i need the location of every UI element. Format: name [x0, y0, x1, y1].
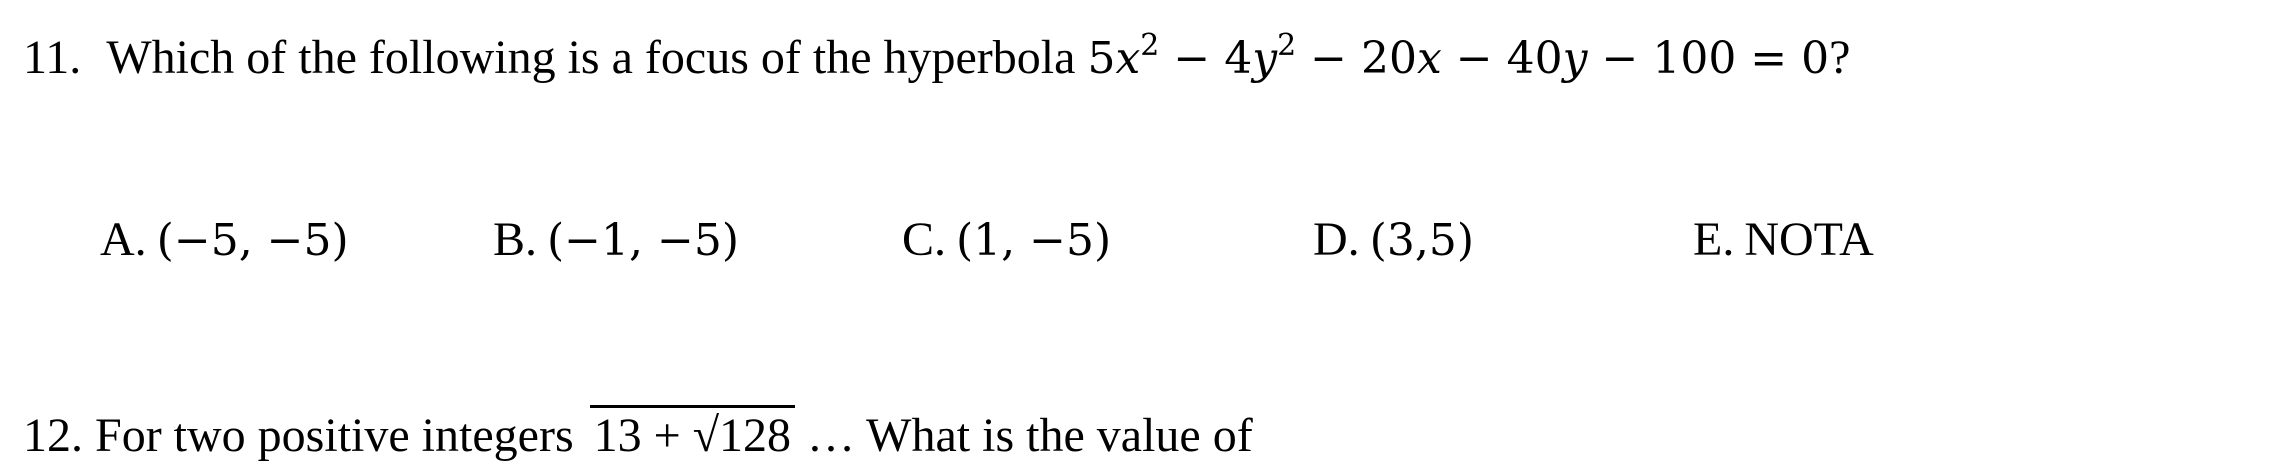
hyperbola-equation: $5x^2 - 4y^2 - 20x - 40y - 100 = 0$ [1087, 28, 1830, 84]
question-text-end: … What is the value of [807, 409, 1253, 462]
choice-label: E. [1693, 213, 1735, 266]
choice-d[interactable] [1313, 212, 1474, 269]
choice-value: NOTA [1744, 213, 1874, 266]
choice-label: C. [902, 213, 947, 266]
question-text: Which of the following is a focus of the hyperbola [106, 31, 1076, 84]
question-12-partial [23, 405, 1253, 464]
question-number: 11. [23, 31, 82, 84]
choice-c[interactable] [902, 212, 1111, 269]
question-end: ? [1829, 31, 1851, 84]
choice-label: D. [1313, 213, 1360, 266]
choice-label: B. [493, 213, 538, 266]
choice-value: (−1, −5) [547, 215, 740, 266]
choice-value: (−5, −5) [156, 215, 349, 266]
question-text-start: For two positive integers [95, 409, 574, 462]
choice-b[interactable] [493, 212, 739, 269]
choice-a[interactable] [100, 212, 349, 269]
choice-value: (3,5) [1369, 215, 1474, 266]
choice-e[interactable] [1693, 212, 1874, 268]
question-number: 12. [23, 409, 83, 462]
choice-label: A. [100, 213, 147, 266]
question-11 [23, 30, 1850, 87]
choice-value: (1, −5) [956, 215, 1112, 266]
radical-expression: 13 + √128 [590, 405, 795, 464]
